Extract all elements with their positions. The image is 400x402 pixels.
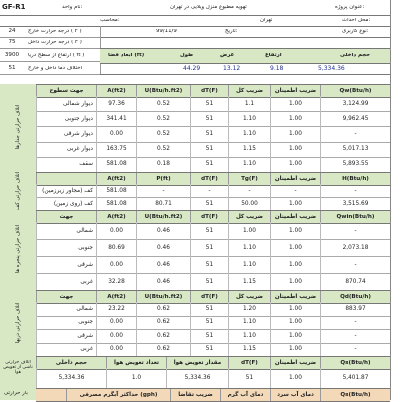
floor-cell-Tg: 50.00 [228, 197, 270, 210]
doors-cell-A: 0.00 [96, 329, 136, 343]
location-value: تهران [260, 18, 273, 23]
date-value: 99/11/9 [156, 29, 177, 34]
floor-row [36, 184, 390, 198]
windows-band [0, 210, 37, 290]
walls-cell-safety: 1.00 [270, 126, 320, 141]
walls-cell-dT: 51 [190, 126, 228, 141]
doors-cell-dT: 51 [190, 316, 228, 330]
doors-cell-U: 0.62 [136, 329, 190, 343]
design-param-label: اختلاف دما داخل و خارج [28, 66, 83, 71]
windows-row [36, 222, 390, 240]
walls-header-dir: جهت سطوح [36, 85, 96, 97]
walls-cell-dir: دیوار شمالی [36, 96, 96, 111]
windows-cell-coef: 1.10 [228, 239, 270, 256]
design-param-value: 51 [8, 65, 16, 71]
windows-cell-U: 0.46 [136, 256, 190, 273]
footer-header: ضریب تقاضا [170, 389, 220, 401]
floor-row [36, 197, 390, 211]
walls-cell-safety: 1.00 [270, 96, 320, 111]
design-param-label: ارتفاع از سطح دریا ( ft ) [28, 53, 85, 58]
infiltration-cell: 5,334.36 [166, 368, 228, 388]
floor-header-safety: ضریب اطمینان [270, 173, 320, 185]
walls-header-A: A(ft2) [96, 85, 136, 97]
floor-cell-dT: 51 [190, 197, 228, 210]
windows-cell-A: 80.69 [96, 239, 136, 256]
walls-cell-U: 0.52 [136, 96, 190, 111]
floor-header-Tg: Tg(F) [228, 173, 270, 185]
infiltration-cell: 1.00 [270, 368, 320, 388]
floor-cell-dT: - [190, 184, 228, 197]
doors-cell-dT: 51 [190, 302, 228, 316]
floor-cell-A: 581.08 [96, 197, 136, 210]
windows-cell-U: 0.46 [136, 273, 190, 290]
doors-row [36, 343, 390, 358]
walls-row [36, 126, 390, 142]
windows-row [36, 239, 390, 257]
walls-cell-coef: 1.10 [228, 126, 270, 141]
floor-cell-dir: کف (مجاور زیرزمین) [36, 184, 96, 197]
infiltration-cell: 5,401.87 [320, 368, 390, 388]
windows-cell-U: 0.46 [136, 222, 190, 239]
doors-cell-safety: 1.00 [270, 329, 320, 343]
windows-cell-safety: 1.00 [270, 239, 320, 256]
design-param-row [0, 63, 101, 75]
infiltration-header: تعداد تعویض هوا [106, 357, 166, 369]
walls-cell-Q: - [320, 126, 390, 141]
walls-cell-coef: 1.10 [228, 111, 270, 126]
infiltration-cell: 5,334.36 [36, 368, 106, 388]
infiltration-row [36, 368, 390, 389]
doors-cell-safety: 1.00 [270, 302, 320, 316]
doors-cell-safety: 1.00 [270, 316, 320, 330]
windows-row [36, 256, 390, 274]
infiltration-header: dT(F) [228, 357, 270, 369]
walls-cell-Q: 9,962.45 [320, 111, 390, 126]
walls-cell-dir: دیوار غربی [36, 142, 96, 157]
doors-row [36, 316, 390, 331]
windows-cell-Q: - [320, 222, 390, 239]
doors-header-Q: Qd(Btu/h) [320, 291, 390, 303]
footer-band [0, 388, 37, 400]
doors-cell-Q: - [320, 316, 390, 330]
dim-height-value: 9.18 [270, 65, 284, 72]
walls-band [0, 84, 37, 172]
walls-cell-safety: 1.00 [270, 142, 320, 157]
design-param-value: 3900 [4, 52, 20, 58]
doors-cell-safety: 1.00 [270, 343, 320, 357]
windows-band-label: اتلاف حرارتی پنجره ها [15, 224, 21, 274]
walls-cell-U: 0.52 [136, 111, 190, 126]
windows-cell-dT: 51 [190, 273, 228, 290]
windows-row [36, 273, 390, 291]
windows-cell-U: 0.46 [136, 239, 190, 256]
walls-cell-Q: 3,124.99 [320, 96, 390, 111]
doors-cell-U: 0.62 [136, 316, 190, 330]
usage-label: نوع کاربری: [342, 29, 369, 34]
windows-cell-dT: 51 [190, 222, 228, 239]
floor-cell-Tg: - [228, 184, 270, 197]
doors-cell-coef: 1.20 [228, 302, 270, 316]
footer-band-label: بار حرارتی [4, 391, 28, 396]
doors-header-dT: dT(F) [190, 291, 228, 303]
doors-header-safety: ضریب اطمینان [270, 291, 320, 303]
footer-header: حداکثر آبگرم مصرفی (gph) [66, 389, 170, 401]
windows-cell-Q: - [320, 256, 390, 273]
design-param-row [0, 50, 101, 62]
walls-cell-U: 0.52 [136, 142, 190, 157]
doors-header-A: A(ft2) [96, 291, 136, 303]
infiltration-band-label: اتلاف حرارتی ناشی از تعویض هوا [3, 360, 33, 375]
walls-cell-dir: دیوار جنوبی [36, 111, 96, 126]
footer-header: دمای آب سرد [270, 389, 320, 401]
doors-cell-A: 0.00 [96, 316, 136, 330]
walls-header-safety: ضریب اطمینان [270, 85, 320, 97]
walls-header-U: U(Btu/h.ft2) [136, 85, 190, 97]
walls-cell-dT: 51 [190, 142, 228, 157]
header-row-1 [0, 0, 390, 16]
walls-cell-Q: 5,893.55 [320, 157, 390, 172]
windows-header-safety: ضریب اطمینان [270, 211, 320, 223]
design-param-row [0, 37, 101, 49]
unit-name-label: نام واحد: [62, 5, 83, 10]
walls-row [36, 96, 390, 112]
windows-cell-dir: شمالی [36, 222, 96, 239]
floor-cell-safety: 1.00 [270, 197, 320, 210]
doors-cell-dir: غربی [36, 343, 96, 357]
floor-band [0, 172, 37, 210]
walls-header-dT: dT(F) [190, 85, 228, 97]
dim-width-header: عرض [220, 53, 235, 58]
floor-cell-safety: - [270, 184, 320, 197]
doors-row [36, 329, 390, 344]
dimensions-values [100, 62, 390, 75]
doors-cell-Q: - [320, 329, 390, 343]
floor-cell-A: 581.08 [96, 184, 136, 197]
windows-header-Q: Qwin(Btu/h) [320, 211, 390, 223]
design-param-label: درجه حرارت خارج ( F ) [28, 29, 82, 34]
location-label: محل احداث: [342, 18, 371, 23]
windows-header-coef: ضریب کل [228, 211, 270, 223]
floor-cell-dir: کف (روی زمین) [36, 197, 96, 210]
calculator-label: محاسب: [100, 18, 120, 23]
dim-size-header: ابعاد فضا (ft) [108, 53, 145, 58]
design-param-label: درجه حرارت داخل ( F ) [28, 40, 82, 45]
infiltration-band [0, 356, 37, 388]
footer-header: Qs(Btu/h) [320, 389, 390, 401]
doors-cell-coef: 1.10 [228, 316, 270, 330]
windows-cell-coef: 1.15 [228, 273, 270, 290]
windows-header-dT: dT(F) [190, 211, 228, 223]
doors-cell-dir: جنوبی [36, 316, 96, 330]
floor-cell-H: 3,515.69 [320, 197, 390, 210]
walls-cell-coef: 1.15 [228, 142, 270, 157]
design-param-value: 75 [8, 39, 16, 45]
walls-cell-A: 163.75 [96, 142, 136, 157]
windows-cell-safety: 1.00 [270, 222, 320, 239]
project-title: تهویه مطبوع منزل ویلایی در تهران [170, 5, 247, 10]
floor-header-A: A(ft2) [96, 173, 136, 185]
walls-cell-dir: سقف [36, 157, 96, 172]
walls-header-coef: ضریب کل [228, 85, 270, 97]
dim-volume-header: حجم داخلی [340, 53, 371, 58]
doors-cell-dT: 51 [190, 343, 228, 357]
doors-cell-Q: - [320, 343, 390, 357]
doors-cell-A: 23.22 [96, 302, 136, 316]
walls-cell-A: 97.36 [96, 96, 136, 111]
floor-header-H: H(Btu/h) [320, 173, 390, 185]
infiltration-header: مقدار تعویض هوا [166, 357, 228, 369]
project-title-label: عنوان پروژه: [335, 5, 365, 10]
windows-cell-coef: 1.00 [228, 222, 270, 239]
doors-band-label: اتلاف حرارتی دربها [15, 302, 21, 344]
windows-header-U: U(Btu/h.ft2) [136, 211, 190, 223]
doors-row [36, 302, 390, 317]
dim-length-value: 44.29 [183, 65, 201, 72]
walls-cell-safety: 1.00 [270, 157, 320, 172]
walls-cell-safety: 1.00 [270, 111, 320, 126]
walls-row [36, 111, 390, 127]
windows-cell-A: 0.00 [96, 256, 136, 273]
doors-cell-dir: شرقی [36, 329, 96, 343]
windows-cell-Q: 2,073.18 [320, 239, 390, 256]
windows-cell-dT: 51 [190, 256, 228, 273]
walls-row [36, 142, 390, 158]
windows-cell-dir: غربی [36, 273, 96, 290]
windows-cell-A: 0.00 [96, 222, 136, 239]
floor-band-label: اتلاف حرارتی کف [15, 171, 21, 211]
doors-cell-dir: شمالی [36, 302, 96, 316]
walls-header-Q: Qw(Btu/h) [320, 85, 390, 97]
walls-cell-dT: 51 [190, 157, 228, 172]
walls-cell-A: 341.41 [96, 111, 136, 126]
doors-header-coef: ضریب کل [228, 291, 270, 303]
floor-header-P: P(ft) [136, 173, 190, 185]
doors-band [0, 290, 37, 356]
dim-volume-value: 5,334.36 [318, 65, 345, 72]
doors-cell-coef: 1.15 [228, 343, 270, 357]
walls-cell-dT: 51 [190, 111, 228, 126]
doors-header-U: U(Btu/h.ft2) [136, 291, 190, 303]
footer-header: دمای آب گرم [220, 389, 270, 401]
doors-cell-Q: 883.97 [320, 302, 390, 316]
infiltration-cell: 51 [228, 368, 270, 388]
dim-width-value: 13.12 [223, 65, 241, 72]
floor-cell-P: 80.71 [136, 197, 190, 210]
walls-band-label: اتلاف حرارتی جدارها [15, 104, 21, 150]
windows-cell-coef: 1.10 [228, 256, 270, 273]
doors-cell-dT: 51 [190, 329, 228, 343]
walls-cell-U: 0.52 [136, 126, 190, 141]
floor-cell-P: - [136, 184, 190, 197]
windows-cell-Q: 870.74 [320, 273, 390, 290]
doors-cell-A: 0.00 [96, 343, 136, 357]
doors-cell-coef: 1.10 [228, 329, 270, 343]
windows-cell-safety: 1.00 [270, 256, 320, 273]
floor-cell-H: - [320, 184, 390, 197]
walls-cell-A: 581.08 [96, 157, 136, 172]
dim-height-header: ارتفاع [265, 53, 282, 58]
walls-cell-A: 0.00 [96, 126, 136, 141]
doors-header-dir: جهت [36, 291, 96, 303]
infiltration-cell: 1.0 [106, 368, 166, 388]
floor-header-dT: dT(F) [190, 173, 228, 185]
walls-cell-Q: 5,017.13 [320, 142, 390, 157]
date-label: تاریخ: [225, 29, 238, 34]
windows-header-A: A(ft2) [96, 211, 136, 223]
walls-cell-U: 0.18 [136, 157, 190, 172]
infiltration-header: حجم داخلی [36, 357, 106, 369]
windows-header-dir: جهت [36, 211, 96, 223]
infiltration-header: Qs(Btu/h) [320, 357, 390, 369]
windows-cell-A: 32.28 [96, 273, 136, 290]
design-param-value: 24 [8, 28, 16, 34]
walls-cell-coef: 1.10 [228, 157, 270, 172]
walls-cell-coef: 1.1 [228, 96, 270, 111]
infiltration-header: ضریب اطمینان [270, 357, 320, 369]
windows-cell-dir: جنوبی [36, 239, 96, 256]
sheet-code: GF-R1 [2, 3, 26, 11]
dim-length-header: طول [180, 53, 194, 58]
doors-cell-U: 0.62 [136, 343, 190, 357]
walls-cell-dir: دیوار شرقی [36, 126, 96, 141]
doors-cell-U: 0.62 [136, 302, 190, 316]
windows-cell-safety: 1.00 [270, 273, 320, 290]
windows-cell-dir: شرقی [36, 256, 96, 273]
windows-cell-dT: 51 [190, 239, 228, 256]
walls-row [36, 157, 390, 173]
walls-cell-dT: 51 [190, 96, 228, 111]
